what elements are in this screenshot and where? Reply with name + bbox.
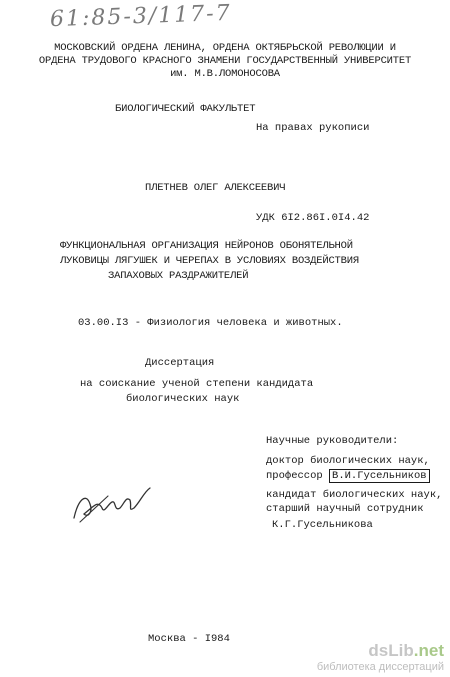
dissertation-label: Диссертация (145, 357, 215, 369)
udc-code: УДК 6I2.86I.0I4.42 (256, 212, 370, 224)
supervisor-1-title (266, 470, 430, 482)
handwritten-signature (68, 478, 158, 528)
header-line-1: МОСКОВСКИЙ ОРДЕНА ЛЕНИНА, ОРДЕНА ОКТЯБРЬСКОЙ РЕВОЛЮЦИИ И (54, 42, 396, 54)
dslib-subtitle: библиотека диссертаций (316, 661, 444, 673)
dslib-watermark (317, 641, 444, 673)
city-year: Москва - I984 (148, 633, 230, 645)
dissertation-degree: на соискание ученой степени кандидата (80, 378, 314, 390)
title-line-2: ЛУКОВИЦЫ ЛЯГУШЕК И ЧЕРЕПАХ В УСЛОВИЯХ ВОЗДЕЙСТВИЯ (60, 255, 359, 267)
header-line-2: ОРДЕНА ТРУДОВОГО КРАСНОГО ЗНАМЕНИ ГОСУДАРСТВЕННЫЙ УНИВЕРСИТЕТ (38, 55, 412, 67)
supervisor-1-rank: профессор (266, 470, 323, 482)
supervisor-1-degree: доктор биологических наук, (266, 455, 430, 467)
supervisor-1-name: В.И.Гусельников (329, 469, 430, 483)
dissertation-field: биологических наук (126, 393, 240, 405)
archive-mark: 61:85-3/117-7 (49, 0, 233, 33)
supervisor-2-position: старший научный сотрудник (266, 503, 424, 515)
specialty-code: 03.00.I3 - Физиология человека и животных. (78, 317, 343, 329)
faculty: БИОЛОГИЧЕСКИЙ ФАКУЛЬТЕТ (115, 103, 256, 115)
title-line-1: ФУНКЦИОНАЛЬНАЯ ОРГАНИЗАЦИЯ НЕЙРОНОВ ОБОНЯТЕЛЬНОЙ (60, 240, 353, 252)
title-line-3: ЗАПАХОВЫХ РАЗДРАЖИТЕЛЕЙ (108, 270, 249, 282)
supervisors-heading: Научные руководители: (266, 435, 399, 447)
author-name: ПЛЕТНЕВ ОЛЕГ АЛЕКСЕЕВИЧ (145, 182, 286, 194)
rights-note: На правах рукописи (256, 122, 370, 134)
dslib-logo: dsLib.net (368, 641, 444, 660)
header-line-3: им. М.В.ЛОМОНОСОВА (170, 68, 280, 80)
supervisor-2-degree: кандидат биологических наук, (266, 489, 443, 501)
supervisor-2-name: К.Г.Гусельникова (272, 519, 373, 531)
